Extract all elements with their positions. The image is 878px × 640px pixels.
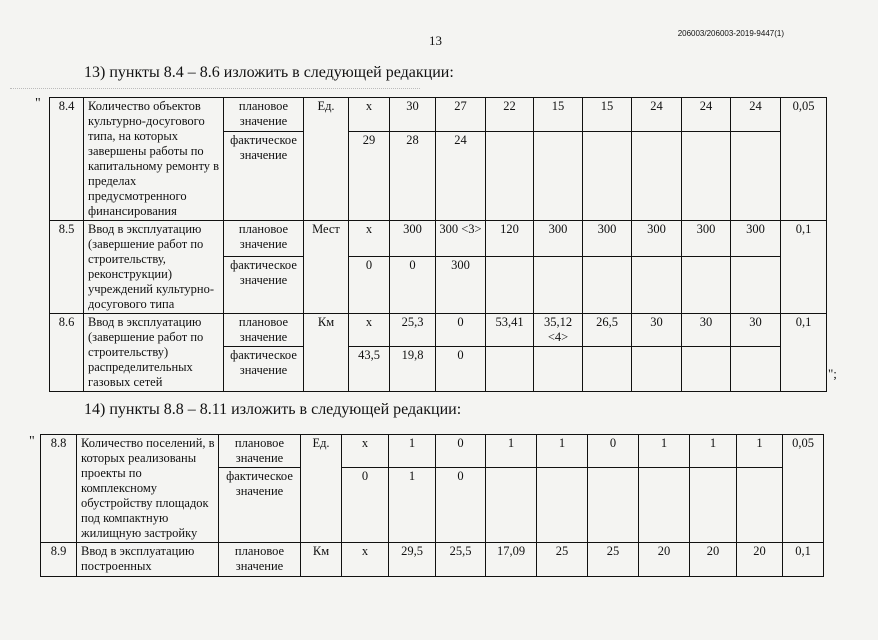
value-cell: 25 [588, 543, 639, 577]
row-number: 8.4 [50, 98, 84, 221]
value-cell [632, 131, 682, 220]
value-cell [583, 347, 632, 392]
fact-label: фактическое значение [219, 468, 301, 543]
value-cell [731, 347, 781, 392]
value-cell [588, 468, 639, 543]
weight-cell: 0,1 [781, 221, 827, 314]
value-cell: 30 [682, 314, 731, 347]
value-cell: 0 [436, 468, 486, 543]
value-cell: 53,41 [486, 314, 534, 347]
value-cell: х [342, 543, 389, 577]
closing-quote-semicolon: "; [828, 366, 837, 381]
value-cell: 300 [731, 221, 781, 257]
value-cell: 1 [639, 435, 690, 468]
value-cell: 30 [390, 98, 436, 132]
value-cell: 25 [537, 543, 588, 577]
value-cell [682, 131, 731, 220]
value-cell: 120 [486, 221, 534, 257]
value-cell: 27 [436, 98, 486, 132]
value-cell [632, 256, 682, 313]
value-cell: 0 [390, 256, 436, 313]
plan-label: плановое значение [219, 435, 301, 468]
unit-cell: Мест [304, 221, 349, 314]
value-cell [534, 131, 583, 220]
value-cell [486, 256, 534, 313]
table-row [41, 543, 824, 577]
table-row [41, 435, 824, 468]
value-cell: 20 [690, 543, 737, 577]
value-cell: 15 [534, 98, 583, 132]
value-cell: 20 [639, 543, 690, 577]
unit-cell: Км [301, 543, 342, 577]
value-cell: 25,5 [436, 543, 486, 577]
value-cell: х [349, 221, 390, 257]
plan-label: плановое значение [224, 221, 304, 257]
plan-label: плановое значение [224, 98, 304, 132]
opening-quote-13: " [35, 96, 41, 111]
row-description: Ввод в эксплуатацию построенных [77, 543, 219, 577]
value-cell [682, 256, 731, 313]
fact-label: фактическое значение [224, 256, 304, 313]
value-cell [486, 131, 534, 220]
value-cell: 0 [436, 435, 486, 468]
fact-label: фактическое значение [224, 347, 304, 392]
value-cell [690, 468, 737, 543]
plan-label: плановое значение [219, 543, 301, 577]
value-cell: 20 [737, 543, 783, 577]
value-cell: 0 [588, 435, 639, 468]
table-row [50, 221, 827, 257]
value-cell [583, 131, 632, 220]
value-cell: 26,5 [583, 314, 632, 347]
value-cell [486, 347, 534, 392]
table-section-13 [49, 97, 827, 392]
row-number: 8.8 [41, 435, 77, 543]
row-description: Количество объектов культурно-досугового типа, на которых завершены работы по капитальному ремонту в пределах предусмотренного финансирования [84, 98, 224, 221]
value-cell: 1 [389, 468, 436, 543]
opening-quote-14: " [29, 434, 35, 449]
value-cell [731, 131, 781, 220]
weight-cell: 0,05 [783, 435, 824, 543]
table-row [50, 98, 827, 132]
weight-cell: 0,1 [781, 314, 827, 392]
row-number: 8.6 [50, 314, 84, 392]
value-cell: 30 [731, 314, 781, 347]
value-cell: 24 [632, 98, 682, 132]
value-cell: 300 <3> [436, 221, 486, 257]
value-cell: 0 [436, 314, 486, 347]
value-cell: 300 [682, 221, 731, 257]
value-cell: 300 [436, 256, 486, 313]
value-cell: 1 [737, 435, 783, 468]
value-cell: 300 [632, 221, 682, 257]
table-section-14 [40, 434, 824, 577]
value-cell [639, 468, 690, 543]
table-row [50, 314, 827, 347]
row-description: Ввод в эксплуатацию (завершение работ по строительству, реконструкции) учреждений культурно-досугового типа [84, 221, 224, 314]
unit-cell: Км [304, 314, 349, 392]
value-cell [486, 468, 537, 543]
value-cell: 35,12 <4> [534, 314, 583, 347]
fact-label: фактическое значение [224, 131, 304, 220]
value-cell: 25,3 [390, 314, 436, 347]
value-cell: 28 [390, 131, 436, 220]
value-cell: 15 [583, 98, 632, 132]
value-cell: 29,5 [389, 543, 436, 577]
value-cell: 22 [486, 98, 534, 132]
unit-cell: Ед. [301, 435, 342, 543]
value-cell [731, 256, 781, 313]
section-14-heading: 14) пункты 8.8 – 8.11 изложить в следующей редакции: [84, 401, 462, 418]
row-description: Количество поселений, в которых реализованы проекты по комплексному обустройству площадок под компактную жилищную застройку [77, 435, 219, 543]
value-cell [682, 347, 731, 392]
value-cell: 29 [349, 131, 390, 220]
value-cell: 1 [486, 435, 537, 468]
value-cell: 300 [390, 221, 436, 257]
value-cell: 300 [583, 221, 632, 257]
value-cell: 0 [349, 256, 390, 313]
plan-label: плановое значение [224, 314, 304, 347]
value-cell: 24 [731, 98, 781, 132]
row-number: 8.9 [41, 543, 77, 577]
value-cell [537, 468, 588, 543]
value-cell: х [342, 435, 389, 468]
value-cell: 17,09 [486, 543, 537, 577]
unit-cell: Ед. [304, 98, 349, 221]
value-cell: х [349, 314, 390, 347]
value-cell: 0 [436, 347, 486, 392]
weight-cell: 0,1 [783, 543, 824, 577]
value-cell: х [349, 98, 390, 132]
weight-cell: 0,05 [781, 98, 827, 221]
value-cell: 1 [537, 435, 588, 468]
row-description: Ввод в эксплуатацию (завершение работ по строительству) распределительных газовых сетей [84, 314, 224, 392]
section-13-heading: 13) пункты 8.4 – 8.6 изложить в следующей редакции: [84, 64, 454, 81]
value-cell: 43,5 [349, 347, 390, 392]
value-cell [737, 468, 783, 543]
value-cell: 30 [632, 314, 682, 347]
value-cell: 24 [436, 131, 486, 220]
scan-top-line [10, 88, 420, 89]
value-cell: 19,8 [390, 347, 436, 392]
value-cell: 24 [682, 98, 731, 132]
value-cell: 1 [389, 435, 436, 468]
page-number: 13 [429, 33, 442, 48]
value-cell: 1 [690, 435, 737, 468]
value-cell [632, 347, 682, 392]
value-cell [534, 256, 583, 313]
value-cell [583, 256, 632, 313]
value-cell: 0 [342, 468, 389, 543]
value-cell [534, 347, 583, 392]
value-cell: 300 [534, 221, 583, 257]
document-id: 206003/206003-2019-9447(1) [677, 29, 784, 38]
row-number: 8.5 [50, 221, 84, 314]
